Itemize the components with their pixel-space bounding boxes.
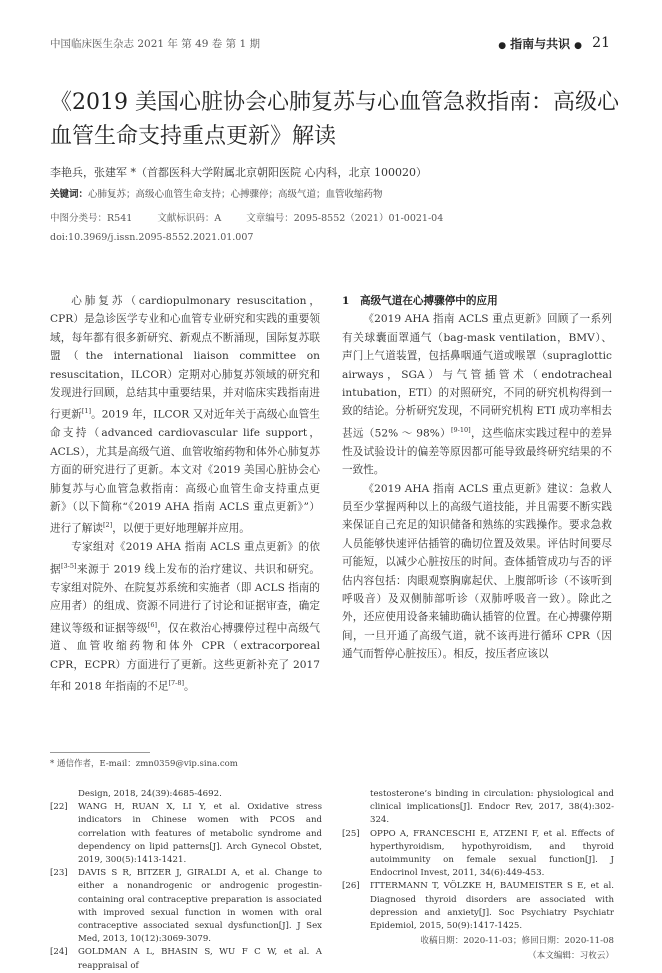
body-column-right	[342, 292, 612, 664]
paragraph: 专家组对《2019 AHA 指南 ACLS 重点更新》的依据[3-5]来源于 2019 线上发布的治疗建议、共识和研究。专家组对院外、在院复苏系统和实施者（即 ACLS 指南的应用者）的组成、资源不同进行了讨论和证据审查，确定建议等级和证据等级[6]，仅在救治心搏骤停过程中高级气道、血管收缩药物和体外 CPR（extracorporeal CPR，ECPR）方面进行了更新。这些更新补充了 2017 年和 2018 年指南的不足[7-8]。	[50, 541, 321, 693]
article-number: 文章编号：2095-8552（2021）01-0021-04	[246, 213, 444, 224]
reference-number: [24]	[50, 947, 68, 958]
footnote-divider	[50, 752, 150, 753]
page-number: 21	[592, 35, 610, 51]
reference-item	[50, 867, 322, 946]
reference-item	[342, 828, 614, 881]
classification-meta	[50, 210, 465, 224]
reference-number: [26]	[342, 881, 360, 892]
keywords	[50, 186, 383, 200]
reference-text: testosterone’s binding in circulation: physiological and clinical implications[J]. Endocr Rev, 2017, 38(4):302-324.	[370, 789, 614, 826]
reference-text: WANG H, RUAN X, LI Y, et al. Oxidative stress indicators in Chinese women with PCOS and correlation with features of metabolic syndrome and dependency on lipid patterns[J]. Arch Gynecol Obstet, 2019, 300(5):1413-1421.	[78, 802, 322, 866]
running-header-journal: 中国临床医生杂志 2021 年 第 49 卷 第 1 期	[50, 38, 260, 50]
reference-item	[342, 788, 614, 828]
corresponding-author-footnote: * 通信作者，E-mail：zmn0359@vip.sina.com	[50, 759, 238, 769]
editor-credit: （本文编辑：习枚云）	[528, 951, 614, 962]
section-tag	[498, 35, 582, 52]
authors-affiliation: 李艳兵，张建军 *（首都医科大学附属北京朝阳医院 心内科，北京 100020）	[50, 166, 427, 179]
reference-number	[50, 788, 78, 801]
body-column-left	[50, 292, 320, 696]
reference-text: Design, 2018, 24(39):4685-4692.	[78, 789, 222, 799]
reference-text: DAVIS S R, BITZER J, GIRALDI A, et al. Change to either a nonandrogenic or androgenic progestin-containing oral contraceptive preparation is associated with improved sexual function in women with oral contraceptive associated sexual dysfunction[J]. J Sex Med, 2013, 10(12):3069-3079.	[78, 868, 322, 945]
citation[interactable]: [2]	[102, 521, 113, 530]
reference-number: [22]	[50, 802, 68, 813]
citation[interactable]: [3-5]	[61, 561, 77, 570]
reference-item	[50, 788, 322, 801]
received-revised-dates: 收稿日期：2020-11-03；修回日期：2020-11-08	[420, 936, 614, 947]
paragraph: 《2019 AHA 指南 ACLS 重点更新》建议：急救人员至少掌握两种以上的高级气道技能，并且需要不断实践来保证自己充足的知识储备和熟练的实践操作。要求急救人员能够快速评估插管的确切位置及效果。评估时间要尽可能短，以减少心脏按压的时间。查体插管成功与否的评估内容包括：肉眼观察胸廓起伏、上腹部听诊（不该听到呼吸音）及双侧肺部听诊（双肺呼吸音一致）。除此之外，还应使用设备来辅助确认插管的位置。在心搏骤停期间，一旦开通了高级气道，就不该再进行循环 CPR（因通气而暂停心脏按压）。相反，按压者应该以	[342, 482, 612, 661]
citation[interactable]: [1]	[81, 407, 92, 416]
reference-item	[50, 801, 322, 867]
bullet-icon: ●	[574, 41, 582, 51]
reference-number	[342, 788, 370, 828]
reference-text: ITTERMANN T, VÖLZKE H, BAUMEISTER S E, et al. Diagnosed thyroid disorders are associated with depression and anxiety[J]. Soc Psychiatry Psychiatr Epidemiol, 2015, 50(9):1417-1425.	[370, 881, 614, 932]
article-title: 《2019 美国心脏协会心肺复苏与心血管急救指南：高级心血管生命支持重点更新》解读	[50, 90, 619, 149]
keywords-label: 关键词：	[50, 189, 89, 200]
doi[interactable]: doi:10.3969/j.issn.2095-8552.2021.01.007	[50, 232, 254, 243]
reference-text: OPPO A, FRANCESCHI E, ATZENI F, et al. Effects of hyperthyroidism, hypothyroidism, and thyroid autoimmunity on female sexual function[J]. J Endocrinol Invest, 2011, 34(6):449-453.	[370, 828, 614, 879]
bullet-icon: ●	[498, 41, 507, 51]
document-code: 文献标识码：A	[157, 213, 222, 224]
citation[interactable]: [7-8]	[168, 679, 184, 688]
section-label: 指南与共识	[510, 37, 571, 51]
reference-item	[342, 880, 614, 933]
citation[interactable]: [9-10]	[451, 425, 471, 434]
reference-text: GOLDMAN A L, BHASIN S, WU F C W, et al. A reappraisal of	[78, 947, 322, 971]
reference-number: [25]	[342, 828, 360, 839]
reference-number: [23]	[50, 868, 68, 879]
clc-number: 中图分类号：R541	[50, 213, 133, 224]
citation[interactable]: [6]	[147, 620, 158, 629]
paragraph: 心肺复苏（cardiopulmonary resuscitation，CPR）是急诊医学专业和心血管专业研究和实践的重要领域，每年都有很多新研究、新观点不断涌现，国际复苏联盟（the international liaison committee on resuscitation，ILCOR）定期对心肺复苏领域的研究和发现进行回顾，总结其中重要结果，并对临床实践指南进行更新[1]。2019 年，ILCOR 又对近年关于高级心血管生命支持（advanced cardiovascular life support，ACLS），尤其是高级气道、血管收缩药物和体外心肺复苏方面的研究进行了更新。本文对《2019 美国心脏协会心肺复苏与心血管急救指南：高级心血管生命支持重点更新》（以下简称“《2019 AHA 指南 ACLS 重点更新》”）进行了解读[2]，以便于更好地理解并应用。	[50, 295, 320, 535]
paragraph: 《2019 AHA 指南 ACLS 重点更新》回顾了一系列有关球囊面罩通气（bag-mask ventilation，BMV）、声门上气道装置，包括鼻咽通气道或喉罩（supraglottic airways，SGA）与气管插管术（endotracheal intubation，ETI）的对照研究，不同的研究机构得到一致的结论。分析研究发现，不同研究机构 ETI 成功率相去甚远（52% ～ 98%）[9-10]，这些临床实践过程中的差异性及试验设计的偏差等原因都可能导致最终研究结果的不一致性。	[342, 313, 613, 477]
keywords-text: 心肺复苏；高级心血管生命支持；心搏骤停；高级气道；血管收缩药物	[88, 189, 383, 200]
reference-item	[50, 946, 322, 972]
section-heading: 1 高级气道在心搏骤停中的应用	[342, 295, 498, 307]
references-left	[50, 788, 322, 973]
references-right	[342, 788, 614, 964]
